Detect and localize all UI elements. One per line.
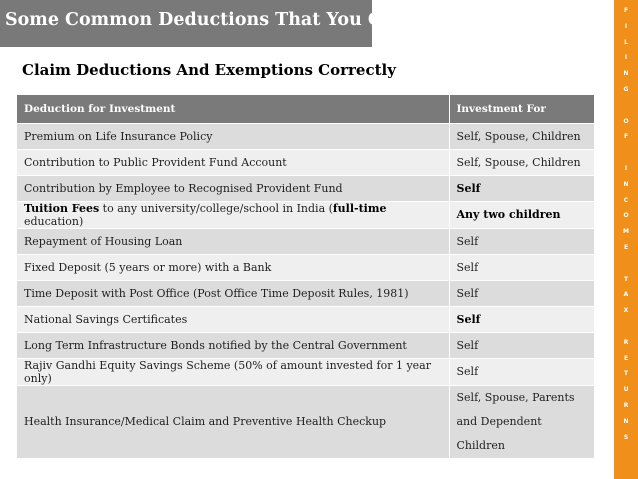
table-row	[17, 254, 594, 280]
side-letter: F	[623, 7, 629, 14]
investment-for-cell: Self, Spouse, Children	[449, 149, 594, 175]
table-row	[17, 228, 594, 254]
side-letter: F	[623, 133, 629, 141]
deduction-text: Tuition Fees	[24, 201, 100, 215]
deduction-cell	[17, 201, 449, 228]
side-letter: R	[623, 402, 629, 409]
deduction-text: to any university/college/school in India (	[99, 201, 333, 215]
side-letter: N	[623, 417, 629, 425]
side-letter: E	[623, 244, 629, 251]
deduction-text: Fixed Deposit (5 years or more) with a Bank	[24, 260, 272, 274]
side-letter: I	[624, 54, 628, 62]
side-letter: O	[623, 117, 629, 125]
side-letter: O	[623, 212, 629, 220]
deduction-cell	[17, 385, 449, 458]
deduction-text: Repayment of Housing Loan	[24, 234, 183, 248]
table-row	[17, 123, 594, 149]
investment-for-cell: Self	[449, 254, 594, 280]
header-deduction: Deduction for Investment	[17, 95, 449, 123]
side-letter: E	[623, 354, 629, 362]
investment-for-cell: Any two children	[449, 201, 594, 228]
deduction-text: Premium on Life Insurance Policy	[24, 129, 213, 143]
title-bar	[0, 0, 425, 47]
side-letter: N	[623, 180, 629, 188]
deduction-text: Contribution by Employee to Recognised Provident Fund	[24, 181, 343, 195]
deduction-cell	[17, 332, 449, 358]
deduction-text: full-time	[332, 201, 387, 215]
table-row	[17, 358, 594, 385]
subtitle: Claim Deductions And Exemptions Correctly	[22, 61, 396, 79]
table-row	[17, 385, 594, 458]
side-letter: S	[623, 433, 629, 441]
side-letter: T	[623, 275, 629, 283]
deduction-text: Long Term Infrastructure Bonds notified by the Central Government	[24, 338, 407, 352]
deduction-cell	[17, 228, 449, 254]
deduction-cell	[17, 280, 449, 306]
side-letter: R	[623, 338, 629, 346]
deduction-text: Time Deposit with Post Office (Post Office Time Deposit Rules, 1981)	[24, 286, 409, 300]
deduction-cell	[17, 306, 449, 332]
table-row	[17, 332, 594, 358]
deduction-text: Contribution to Public Provident Fund Account	[24, 155, 287, 169]
side-letter: X	[623, 307, 629, 315]
deduction-text: Rajiv Gandhi Equity Savings Scheme (50% of amount invested for 1 year only)	[24, 358, 431, 385]
investment-for-cell: Self	[449, 306, 594, 332]
investment-for-cell: Self	[449, 280, 594, 306]
investment-for-cell: Self, Spouse, Children	[449, 123, 594, 149]
side-letter: G	[623, 86, 629, 93]
side-letter: C	[623, 196, 629, 204]
deduction-text: National Savings Certificates	[24, 312, 188, 326]
side-letter: A	[623, 291, 629, 299]
slide-title: Some Common Deductions That You Claim	[5, 10, 425, 30]
table-row	[17, 175, 594, 201]
header-investment-for: Investment For	[449, 95, 594, 123]
side-letter: U	[623, 386, 629, 394]
deduction-text: education)	[24, 214, 84, 228]
investment-for-cell: Self, Spouse, Parents and Dependent Children	[449, 385, 594, 458]
table-row	[17, 201, 594, 228]
deduction-cell	[17, 175, 449, 201]
deduction-cell	[17, 149, 449, 175]
side-letter: M	[623, 228, 629, 236]
table-row	[17, 149, 594, 175]
table-row	[17, 306, 594, 332]
deduction-text: Health Insurance/Medical Claim and Preventive Health Checkup	[24, 415, 387, 428]
side-letter: T	[623, 370, 629, 378]
deductions-table	[17, 95, 594, 459]
side-letter: L	[624, 38, 628, 46]
deduction-cell	[17, 358, 449, 385]
investment-for-cell: Self	[449, 228, 594, 254]
side-vertical-banner	[614, 0, 638, 479]
investment-for-cell: Self	[449, 358, 594, 385]
side-letter: I	[624, 22, 628, 30]
table-row	[17, 280, 594, 306]
investment-for-cell: Self	[449, 175, 594, 201]
side-letter: N	[623, 70, 629, 78]
deduction-cell	[17, 254, 449, 280]
deduction-cell	[17, 123, 449, 149]
investment-for-cell: Self	[449, 332, 594, 358]
table-header-row	[17, 95, 594, 123]
side-letter: I	[624, 165, 628, 172]
